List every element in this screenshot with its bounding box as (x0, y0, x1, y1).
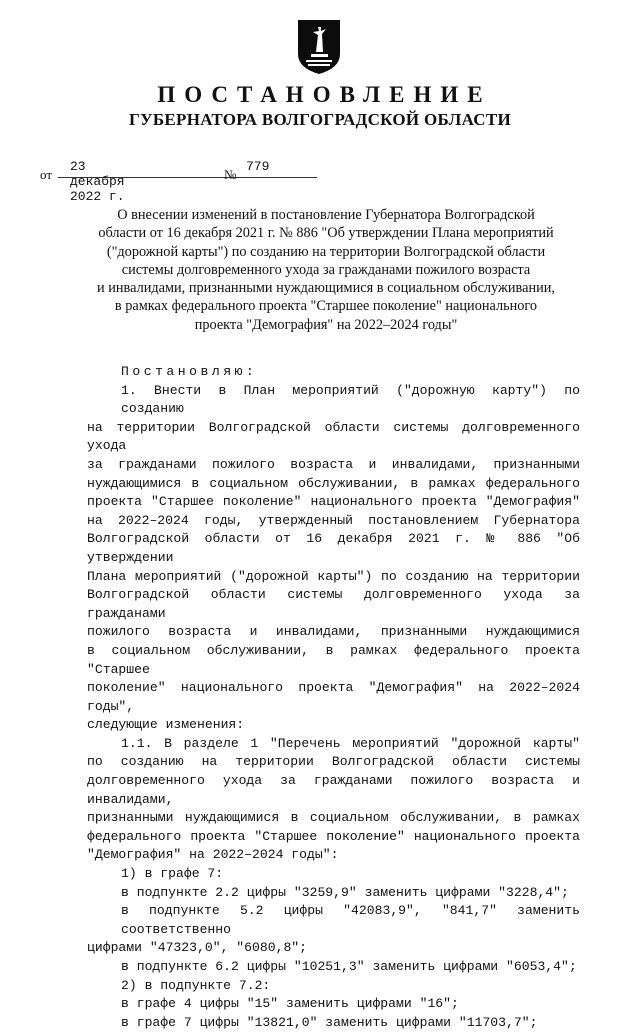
body-line: цифрами "47323,0", "6080,8"; (87, 940, 308, 956)
body-line: по созданию на территории Волгоградской области системы (87, 754, 580, 770)
body-line: в подпункте 5.2 цифры "42083,9", "841,7" заменить соответственно (121, 903, 580, 937)
document-subtitle: ГУБЕРНАТОРА ВОЛГОГРАДСКОЙ ОБЛАСТИ (128, 110, 512, 129)
body-line: в подпункте 2.2 цифры "3259,9" заменить цифрами "3228,4"; (121, 884, 569, 900)
date-value: 23 декабря 2022 г. (70, 159, 125, 204)
body-line: 1.1. В разделе 1 "Перечень мероприятий "дорожной карты" (121, 735, 580, 751)
subject-line: проекта "Демография" на 2022–2024 годы" (194, 316, 458, 333)
body-line: 1. Внести в План мероприятий ("дорожную карту") по созданию (121, 382, 580, 417)
body-line: "Демография" на 2022–2024 годы": (87, 847, 339, 863)
subject-line: в рамках федерального проекта "Старшее поколение" национального (114, 298, 538, 315)
body-line: на территории Волгоградской области системы долговременного ухода (87, 419, 580, 454)
body-line: проекта "Старшее поколение" национального проекта "Демография" (87, 494, 580, 510)
subject-line: системы долговременного ухода за гражданами пожилого возраста (121, 261, 531, 278)
number-underline (242, 177, 317, 178)
body-line: на 2022–2024 годы, утвержденный постановлением Губернатора (87, 512, 580, 528)
body-line: нуждающимися в социальном обслуживании, в рамках федерального (87, 475, 580, 491)
subject-line: О внесении изменений в постановление Губернатора Волгоградской (117, 207, 535, 223)
coat-of-arms-icon (296, 18, 342, 76)
body-line: Волгоградской области системы долговременного ухода за гражданами (87, 587, 580, 621)
body-line: за гражданами пожилого возраста и инвалидами, признанными (87, 456, 580, 472)
date-label: от (40, 167, 53, 182)
document-body (87, 363, 580, 1032)
body-line: долговременного ухода за гражданами пожилого возраста и инвалидами, (87, 773, 580, 807)
body-line: Волгоградской области от 16 декабря 2021 г. № 886 "Об утверждении (87, 531, 580, 565)
body-line: Плана мероприятий ("дорожной карты") по созданию на территории (87, 568, 580, 584)
body-line: пожилого возраста и инвалидами, признанными нуждающимися (87, 624, 580, 640)
body-line: в социальном обслуживании, в рамках федерального проекта "Старшее (87, 642, 580, 677)
number-value: 779 (246, 159, 270, 174)
subject-line: области от 16 декабря 2021 г. № 886 "Об утверждении Плана мероприятий (98, 225, 554, 242)
body-line: федерального проекта "Старшее поколение" национального проекта (87, 828, 580, 844)
body-line: в графе 7 цифры "13821,0" заменить цифрами "11703,7"; (121, 1014, 538, 1030)
document-title: ПОСТАНОВЛЕНИЕ (157, 82, 492, 107)
body-line: признанными нуждающимися в социальном обслуживании, в рамках (87, 810, 580, 826)
body-line: поколение" национального проекта "Демография" на 2022–2024 годы", (87, 680, 580, 714)
number-label: № (224, 167, 237, 182)
body-line: в графе 4 цифры "15" заменить цифрами "16"; (121, 996, 459, 1012)
body-line: 1) в графе 7: (121, 866, 224, 882)
body-line: следующие изменения: (87, 717, 245, 733)
body-line: 2) в подпункте 7.2: (121, 977, 271, 993)
subject-line: ("дорожной карты") по созданию на территории Волгоградской области (106, 243, 546, 260)
body-line: в подпункте 6.2 цифры "10251,3" заменить цифрами "6053,4"; (121, 959, 577, 974)
subject-line: и инвалидами, признанными нуждающимися в социальном обслуживании, (97, 280, 555, 297)
document-subject (80, 206, 572, 334)
resolution-word: Постановляю: (121, 364, 258, 379)
